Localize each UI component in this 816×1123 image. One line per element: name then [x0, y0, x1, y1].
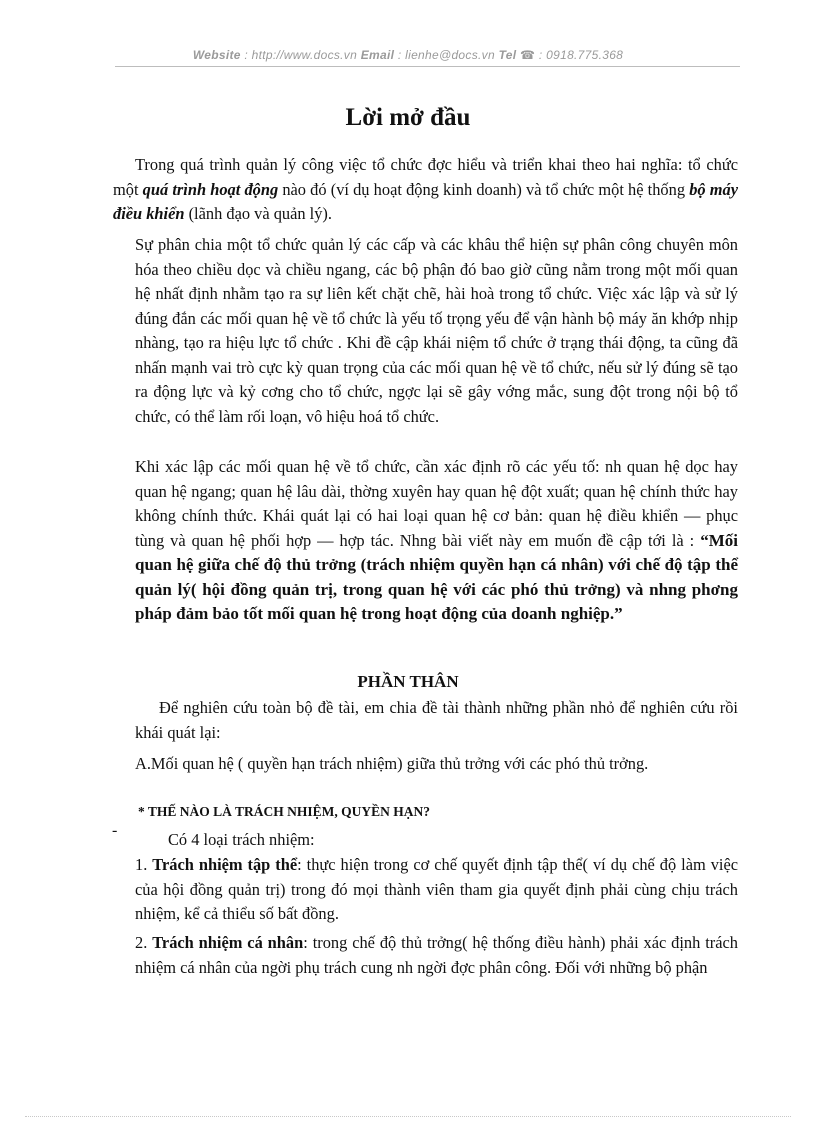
topic-quote: “Mối quan hệ giữa chế độ thủ trởng (trách nhiệm quyền hạn cá nhân) với chế độ tập thể quản lý( hội đồng quản trị, trong quan hệ với các phó thủ trởng) và nhng phơng pháp đảm bảo tốt mối quan hệ trong hoạt động của doanh nghiệp.” — [135, 530, 738, 623]
intro-paragraph-3 — [135, 455, 738, 627]
list-item-2-title: Trách nhiệm cá nhân — [152, 933, 304, 952]
document-title: Lời mở đầu — [345, 104, 471, 131]
list-item-2-number: 2. — [135, 933, 153, 952]
email-label: Email — [360, 48, 395, 62]
list-item-1-text: : thực hiện trong cơ chế quyết định tập thể( ví dụ chế độ làm việc của hội đồng quản trị) trong đó mọi thành viên tham gia quyết định phải cùng chịu trách nhiệm, kể cả thiểu số bất đồng. — [135, 855, 739, 923]
intro-paragraph-1 — [113, 153, 738, 227]
list-item-2-text: : trong chế độ thủ trởng( hệ thống điều hành) phải xác định trách nhiệm cá nhân của ngời phụ trách cung nh ngời đợc phân công. Đối với những bộ phận — [135, 933, 738, 977]
body-paragraph-1: Để nghiên cứu toàn bộ đề tài, em chia đề tài thành những phần nhỏ để nghiên cứu rồi khái quát lại: — [135, 698, 738, 742]
tel-label: Tel — [498, 48, 517, 62]
intro-paragraph-2: Sự phân chia một tổ chức quản lý các cấp và các khâu thể hiện sự phân công chuyên môn hóa theo chiều dọc và chiều ngang, các bộ phận đó bao giờ cũng nằm trong một mối quan hệ nhất định nhằm tạo ra sự liên kết chặt chẽ, hài hoà trong tổ chức. Việc xác lập và sử lý đúng đắn các mối quan hệ về tổ chức là yếu tố trọng yếu để vận hành bộ máy ăn khớp nhịp nhàng, tạo ra hiệu lực tổ chức . Khi đề cập khái niệm tổ chức ở trạng thái động, ta cũng đã nhấn mạnh vai trò cực kỳ quan trọng của các mối quan hệ về tổ chức, nếu sử lý đúng sẽ tạo ra động lực và kỷ cơng cho tổ chức, ngợc lại sẽ gây vớng mắc, sung đột trong nội bộ tổ chức, có thể làm rối loạn, vô hiệu hoá tổ chức. — [135, 235, 738, 426]
list-item-1 — [135, 853, 738, 927]
subsection-heading: * THẾ NÀO LÀ TRÁCH NHIỆM, QUYỀN HẠN? — [138, 804, 431, 819]
dash-marker: - — [112, 822, 118, 839]
intro-p1-text-b: nào đó (ví dụ hoạt động kinh doanh) và tổ chức một hệ thống — [278, 179, 690, 199]
website-label: Website — [192, 48, 241, 62]
email-address: : lienhe@docs.vn — [394, 48, 495, 62]
list-item-2 — [135, 931, 738, 980]
website-url: : http://www.docs.vn — [240, 48, 358, 62]
footer-divider — [25, 1116, 791, 1117]
intro-p1-emphasis-1: quá trình hoạt động — [142, 179, 279, 199]
section-title: PHẦN THÂN — [357, 672, 459, 691]
intro-p3-text: Khi xác lập các mối quan hệ về tổ chức, cần xác định rõ các yếu tố: nh quan hệ dọc hay quan hệ ngang; quan hệ lâu dài, thờng xuyên hay quan hệ đột xuất; quan hệ chính thức hay không chính thức. Khái quát lại có hai loại quan hệ cơ bản: quan hệ điều khiển — phục tùng và quan hệ phối hợp — hợp tác. Nhng bài viết này em muốn đề cập tới là : — [135, 457, 738, 550]
intro-p1-text-c: (lãnh đạo và quản lý). — [184, 204, 332, 223]
list-item-1-title: Trách nhiệm tập thể — [152, 855, 298, 874]
header-divider — [115, 66, 740, 67]
body-paragraph-2: A.Mối quan hệ ( quyền hạn trách nhiệm) giữa thủ trởng với các phó thủ trởng. — [135, 754, 649, 773]
tel-number: ☎ : 0918.775.368 — [516, 48, 624, 62]
body-paragraph-3: Có 4 loại trách nhiệm: — [168, 830, 315, 849]
intro-p1-emphasis-2: bộ máy điều khiển — [113, 179, 738, 223]
list-item-1-number: 1. — [135, 855, 153, 874]
page-header — [0, 48, 816, 62]
intro-p1-text-a: Trong quá trình quản lý công việc tổ chức đợc hiểu và triển khai theo hai nghĩa: tổ chức một — [113, 155, 738, 199]
